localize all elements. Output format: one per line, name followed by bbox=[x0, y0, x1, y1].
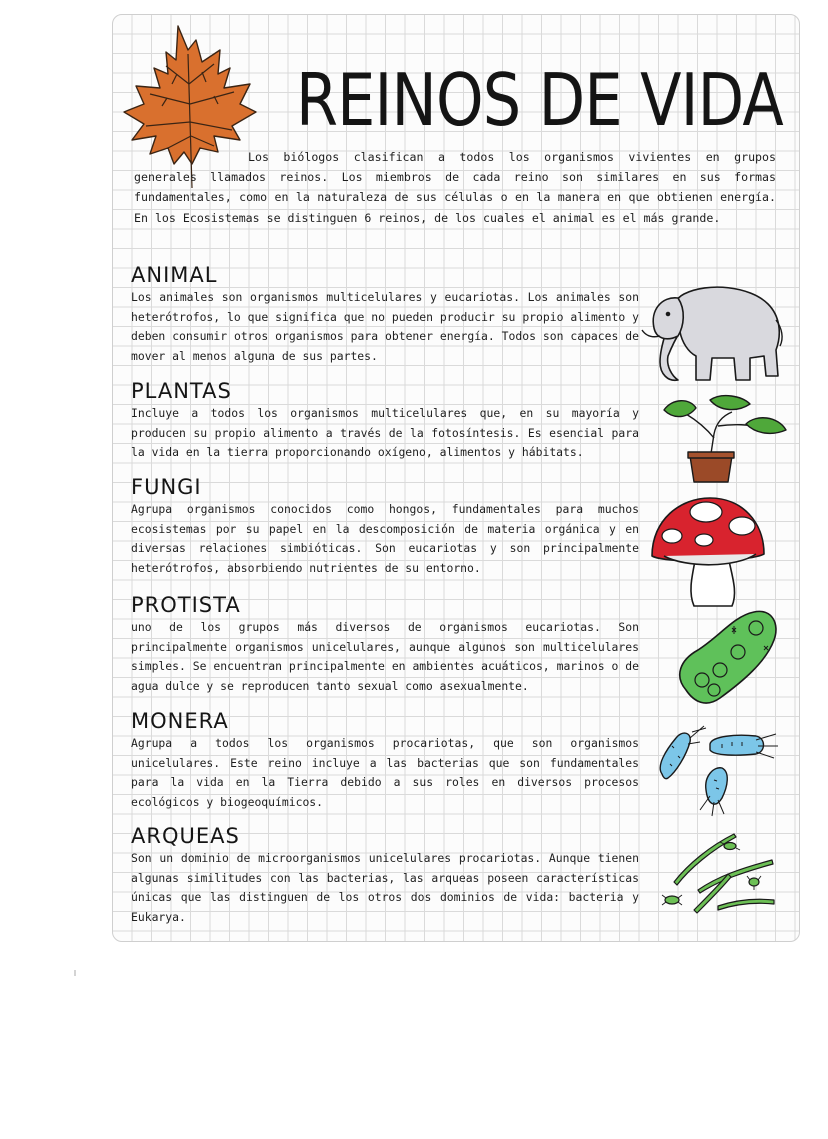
section-arqueas bbox=[131, 823, 639, 927]
section-body: Agrupa a todos los organismos procariotas, que son organismos unicelulares. Este reino incluye a las bacterias que son fundamentales para la vida en la Tierra debido a sus roles en diversos procesos ecológicos y biogeoquímicos. bbox=[131, 736, 639, 809]
section-heading: FUNGI bbox=[131, 475, 202, 499]
section-heading: MONERA bbox=[131, 709, 229, 733]
elephant-icon bbox=[638, 276, 786, 386]
intro-paragraph: Los biólogos clasifican a todos los organismos vivientes en grupos generales llamados reinos. Los miembros de cada reino son similares en sus formas fundamentales, como en la naturaleza de sus células o en la manera en que obtienen energía. En los Ecosistemas se distinguen 6 reinos, de los cuales el animal es el más grande. bbox=[134, 150, 776, 225]
bacteria-icon bbox=[652, 716, 780, 826]
potted-plant-icon bbox=[660, 394, 790, 488]
page-title: REINOS DE VIDA bbox=[296, 58, 783, 142]
section-body: Agrupa organismos conocidos como hongos, fundamentales para muchos ecosistemas por su papel en la descomposición de materia orgánica y en diversas relaciones simbióticas. Son eucariotas y son principalmente heterótrofos, absorbiendo nutrientes de su entorno. bbox=[131, 502, 639, 575]
section-heading: ANIMAL bbox=[131, 263, 218, 287]
section-fungi bbox=[131, 474, 639, 578]
section-body: uno de los grupos más diversos de organismos eucariotas. Son principalmente organismos unicelulares, aunque algunos son multicelulares simples. Se encuentran principalmente en ambientes acuáticos, marinos o de agua dulce y se reproducen tanto sexual como asexualmente. bbox=[131, 620, 639, 693]
archaea-icon bbox=[658, 830, 780, 916]
scan-mark bbox=[74, 970, 76, 976]
section-heading: PLANTAS bbox=[131, 379, 232, 403]
section-body: Incluye a todos los organismos multicelulares que, en su mayoría y producen su propio alimento a través de la fotosíntesis. Es esencial para la vida en la tierra proporcionando oxígeno, alimentos y hábitats. bbox=[131, 406, 639, 460]
section-heading: ARQUEAS bbox=[131, 824, 240, 848]
section-body: Los animales son organismos multicelulares y eucariotas. Los animales son heterótrofos, lo que significa que no pueden producir su propio alimento y deben consumir otros organismos para obtener energía. Todos son capaces de mover al menos alguna de sus partes. bbox=[131, 290, 639, 363]
mushroom-icon bbox=[646, 490, 768, 612]
section-plantas bbox=[131, 378, 639, 463]
section-body: Son un dominio de microorganismos unicelulares procariotas. Aunque tienen algunas similitudes con las bacterias, las arqueas poseen características únicas que las distinguen de los otros dos dominios de vida: bacteria y Eukarya. bbox=[131, 851, 639, 924]
section-monera bbox=[131, 708, 639, 812]
section-protista bbox=[131, 592, 639, 696]
section-animal bbox=[131, 262, 639, 366]
protist-icon bbox=[676, 606, 782, 716]
section-heading: PROTISTA bbox=[131, 593, 241, 617]
